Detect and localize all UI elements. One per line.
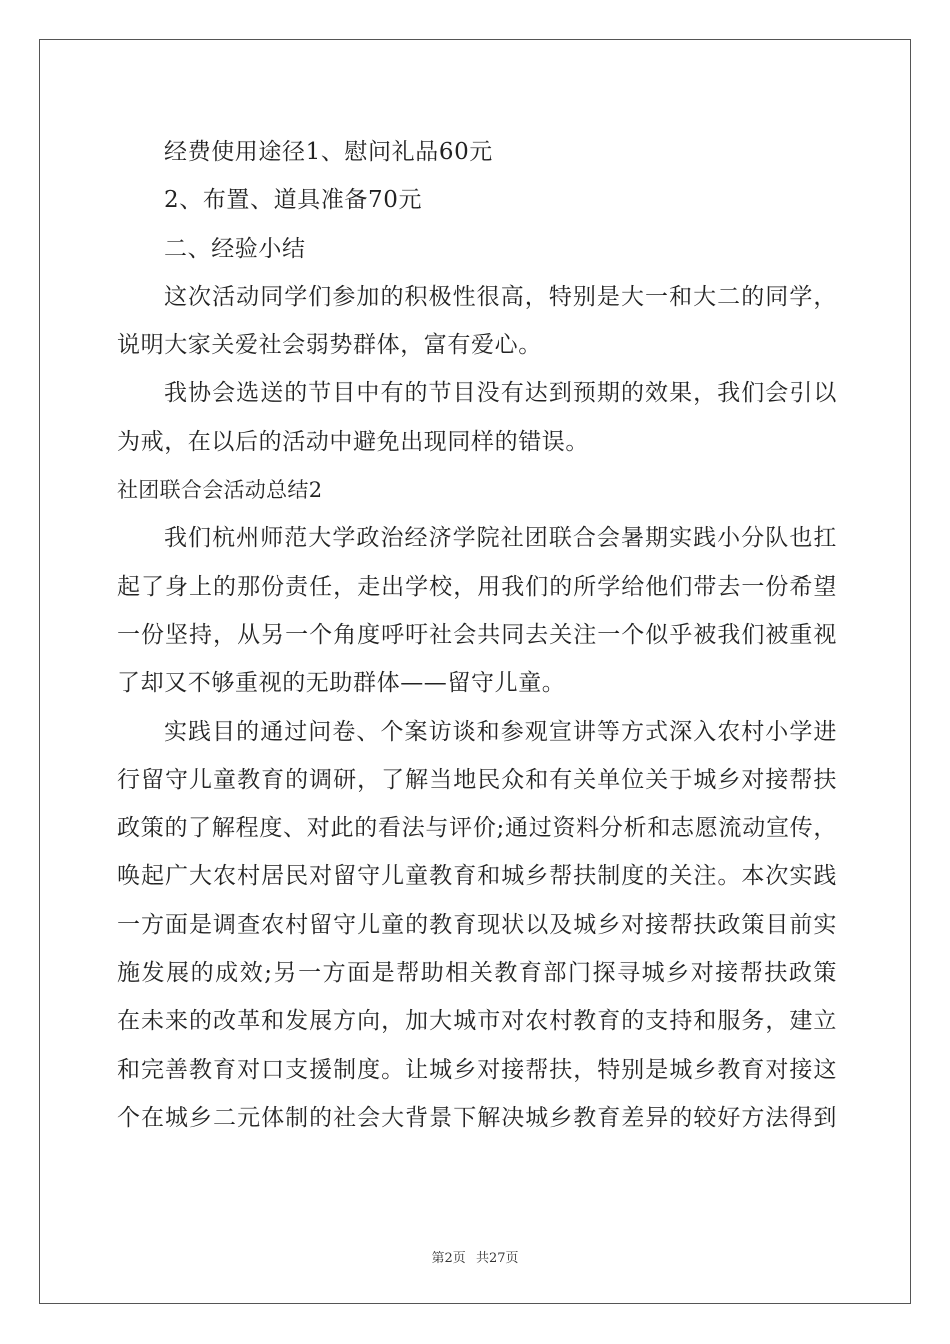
text-line: 二、经验小结 [164, 235, 306, 262]
text-line: 实践目的通过问卷、个案访谈和参观宣讲等方式深入农村小学进 [164, 718, 837, 745]
section-heading: 社团联合会活动总结2 [117, 478, 323, 503]
text-line: 我协会选送的节目中有的节目没有达到预期的效果，我们会引以 [164, 380, 837, 407]
text-line: 政策的了解程度、对此的看法与评价;通过资料分析和志愿流动宣传， [117, 815, 837, 842]
text-line: 和完善教育对口支援制度。让城乡对接帮扶，特别是城乡教育对接这 [117, 1056, 837, 1083]
text-line: 2、布置、道具准备70元 [164, 187, 423, 214]
page-footer [0, 1247, 950, 1266]
text-line: 一方面是调查农村留守儿童的教育现状以及城乡对接帮扶政策目前实 [117, 911, 837, 938]
text-line: 为戒，在以后的活动中避免出现同样的错误。 [117, 428, 589, 455]
page-number: 第2页 [431, 1251, 466, 1266]
text-line: 起了身上的那份责任，走出学校，用我们的所学给他们带去一份希望 [117, 573, 837, 600]
text-line: 了却又不够重视的无助群体——留守儿童。 [117, 670, 566, 697]
text-line: 这次活动同学们参加的积极性很高，特别是大一和大二的同学， [164, 283, 837, 310]
text-line: 唤起广大农村居民对留守儿童教育和城乡帮扶制度的关注。本次实践 [117, 863, 837, 890]
page-total: 共27页 [475, 1251, 519, 1266]
text-line: 说明大家关爱社会弱势群体，富有爱心。 [117, 332, 542, 359]
text-line: 行留守儿童教育的调研，了解当地民众和有关单位关于城乡对接帮扶 [117, 766, 837, 793]
text-line: 经费使用途径1、慰问礼品60元 [164, 139, 493, 165]
text-line: 施发展的成效;另一方面是帮助相关教育部门探寻城乡对接帮扶政策 [117, 960, 837, 987]
document-body [117, 128, 837, 1142]
text-line: 一份坚持，从另一个角度呼吁社会共同去关注一个似乎被我们被重视 [117, 621, 837, 648]
text-line: 在未来的改革和发展方向，加大城市对农村教育的支持和服务，建立 [117, 1008, 837, 1035]
text-line: 个在城乡二元体制的社会大背景下解决城乡教育差异的较好方法得到 [117, 1104, 837, 1131]
text-line: 我们杭州师范大学政治经济学院社团联合会暑期实践小分队也扛 [164, 525, 837, 552]
